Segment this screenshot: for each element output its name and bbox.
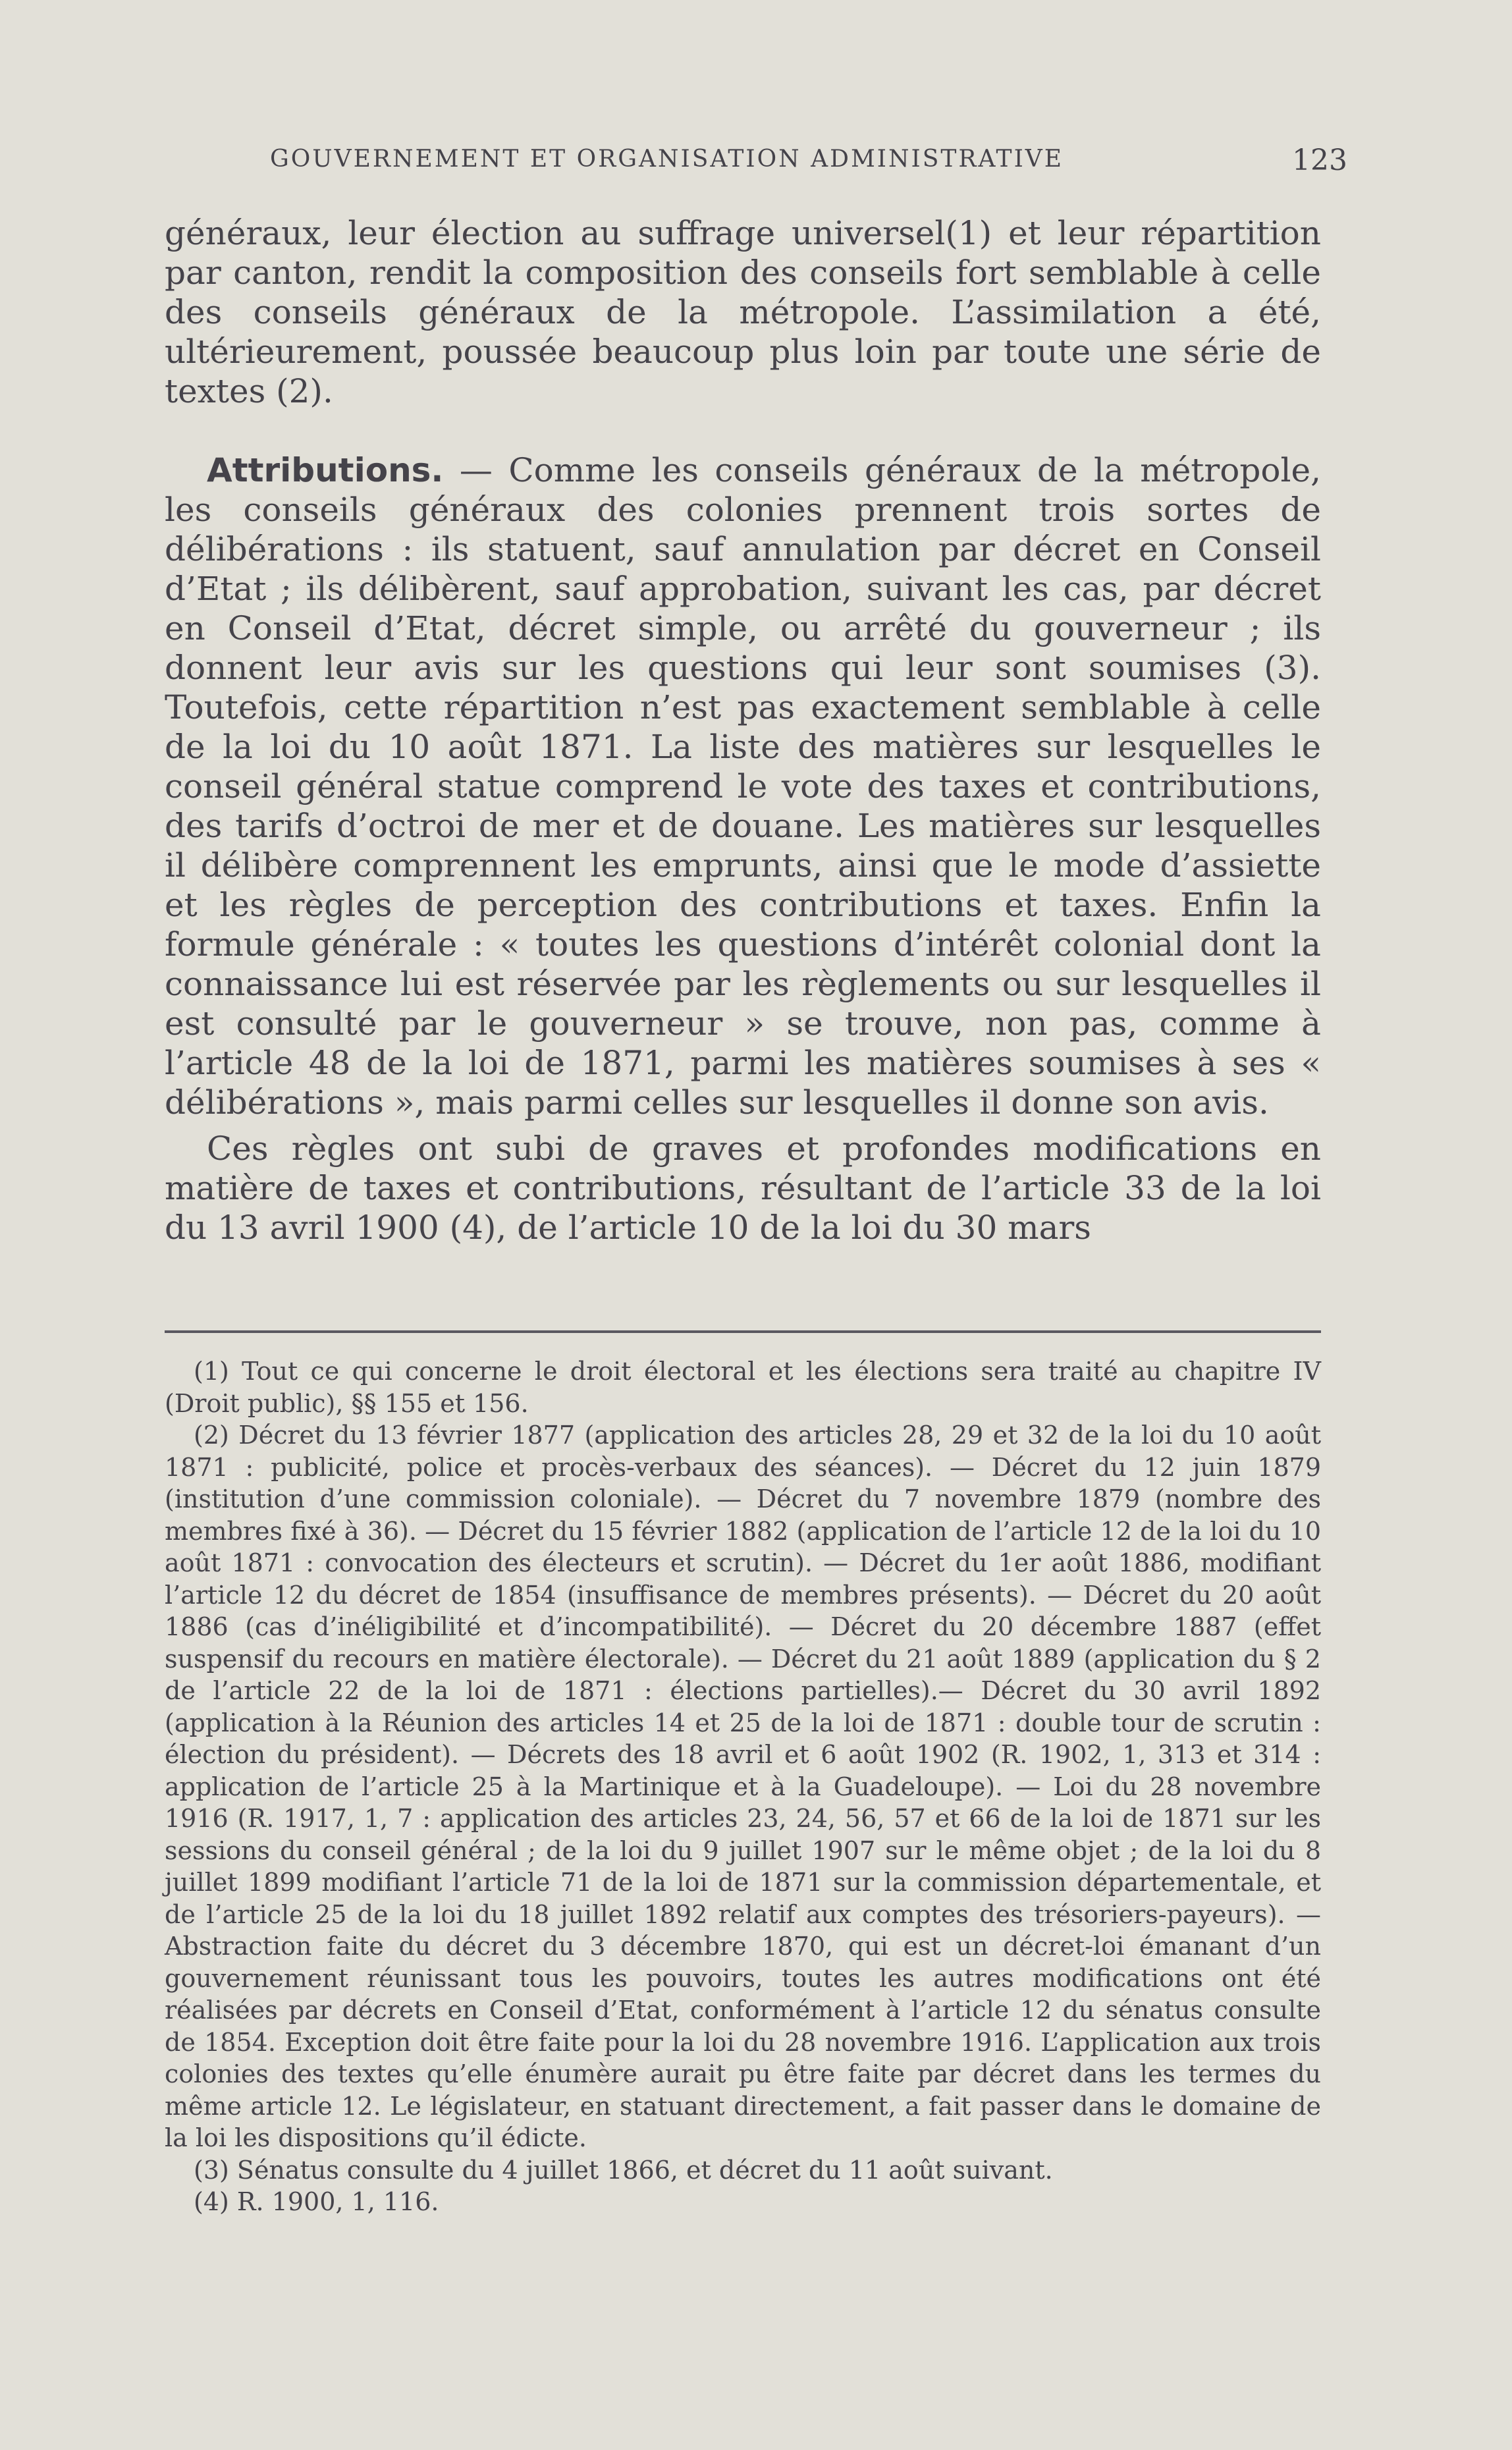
footnote-mark: (1): [194, 1357, 229, 1386]
main-text: [165, 213, 1321, 1247]
paragraph-attributions: [165, 450, 1321, 1122]
page-number: 123: [1292, 144, 1347, 177]
footnote-2: [165, 1419, 1321, 2154]
footnote-text: R. 1900, 1, 116.: [229, 2187, 439, 2216]
page-header: [165, 140, 1347, 186]
footnote-mark: (2): [194, 1421, 229, 1450]
footnote-text: Tout ce qui concerne le droit électoral et les élections sera traité au chapitre IV (Droit public), §§ 155 et 156.: [165, 1357, 1321, 1418]
footnote-mark: (3): [194, 2155, 229, 2185]
footnote-separator: [165, 1330, 1321, 1333]
paragraph-continuation: généraux, leur élection au suffrage universel(1) et leur répartition par canton, rendit la composition des conseils fort semblable à celle des conseils généraux de la métropole. L’assimilation a été, ultérieurement, poussée beaucoup plus loin par toute une série de textes (2).: [165, 214, 1321, 410]
footnote-mark: (4): [194, 2187, 229, 2216]
footnote-4: [165, 2186, 1321, 2218]
section-heading-attributions: Attributions.: [207, 451, 444, 489]
paragraph-regles: Ces règles ont subi de graves et profondes modifications en matière de taxes et contributions, résultant de l’article 33 de la loi du 13 avril 1900 (4), de l’article 10 de la loi du 30 mars: [165, 1130, 1321, 1247]
footnote-1: [165, 1355, 1321, 1419]
footnotes: [165, 1355, 1321, 2218]
footnote-text: Sénatus consulte du 4 juillet 1866, et décret du 11 août suivant.: [229, 2155, 1053, 2185]
footnote-3: [165, 2154, 1321, 2187]
footnote-text: Décret du 13 février 1877 (application des articles 28, 29 et 32 de la loi du 10 août 1871 : publicité, police et procès-verbaux des séances). — Décret du 12 juin 1879 (institution d’une commission coloniale). — Décret du 7 novembre 1879 (nombre des membres fixé à 36). — Décret du 15 février 1882 (application de l’article 12 de la loi du 10 août 1871 : convocation des électeurs et scrutin). — Décret du 1er août 1886, modifiant l’article 12 du décret de 1854 (insuffisance de membres présents). — Décret du 20 août 1886 (cas d’inéligibilité et d’incompatibilité). — Décret du 20 décembre 1887 (effet suspensif du recours en matière électorale). — Décret du 21 août 1889 (application du § 2 de l’article 22 de la loi de 1871 : élections partielles).— Décret du 30 avril 1892 (application à la Réunion des articles 14 et 25 de la loi de 1871 : double tour de scrutin : élection du président). — Décrets des 18 avril et 6 août 1902 (R. 1902, 1, 313 et 314 : application de l’article 25 à la Martinique et à la Guadeloupe). — Loi du 28 novembre 1916 (R. 1917, 1, 7 : application des articles 23, 24, 56, 57 et 66 de la loi de 1871 sur les sessions du conseil général ; de la loi du 9 juillet 1907 sur le même objet ; de la loi du 8 juillet 1899 modifiant l’article 71 de la loi de 1871 sur la commission départementale, et de l’article 25 de la loi du 18 juillet 1892 relatif aux comptes des trésoriers-payeurs). — Abstraction faite du décret du 3 décembre 1870, qui est un décret-loi émanant d’un gouvernement réunissant tous les pouvoirs, toutes les autres modifications ont été réalisées par décrets en Conseil d’Etat, conformément à l’article 12 du sénatus consulte de 1854. Exception doit être faite pour la loi du 28 novembre 1916. L’application aux trois colonies des textes qu’elle énumère aurait pu être faite par décret dans les termes du même article 12. Le législateur, en statuant directement, a fait passer dans le domaine de la loi les dispositions qu’il édicte.: [165, 1421, 1321, 2152]
attributions-text: — Comme les conseils généraux de la métropole, les conseils généraux des colonies prennent trois sortes de délibérations : ils statuent, sauf annulation par décret en Conseil d’Etat ; ils délibèrent, sauf approbation, suivant les cas, par décret en Conseil d’Etat, décret simple, ou arrêté du gouverneur ; ils donnent leur avis sur les questions qui leur sont soumises (3). Toutefois, cette répartition n’est pas exactement semblable à celle de la loi du 10 août 1871. La liste des matières sur lesquelles le conseil général statue comprend le vote des taxes et contributions, des tarifs d’octroi de mer et de douane. Les matières sur lesquelles il délibère comprennent les emprunts, ainsi que le mode d’assiette et les règles de perception des contributions et taxes. Enfin la formule générale : « toutes les questions d’intérêt colonial dont la connaissance lui est réservée par les règlements ou sur lesquelles il est consulté par le gouverneur » se trouve, non pas, comme à l’article 48 de la loi de 1871, parmi les matières soumises à ses « délibérations », mais parmi celles sur lesquelles il donne son avis.: [165, 451, 1321, 1122]
running-head: GOUVERNEMENT ET ORGANISATION ADMINISTRATIVE: [270, 146, 1064, 173]
